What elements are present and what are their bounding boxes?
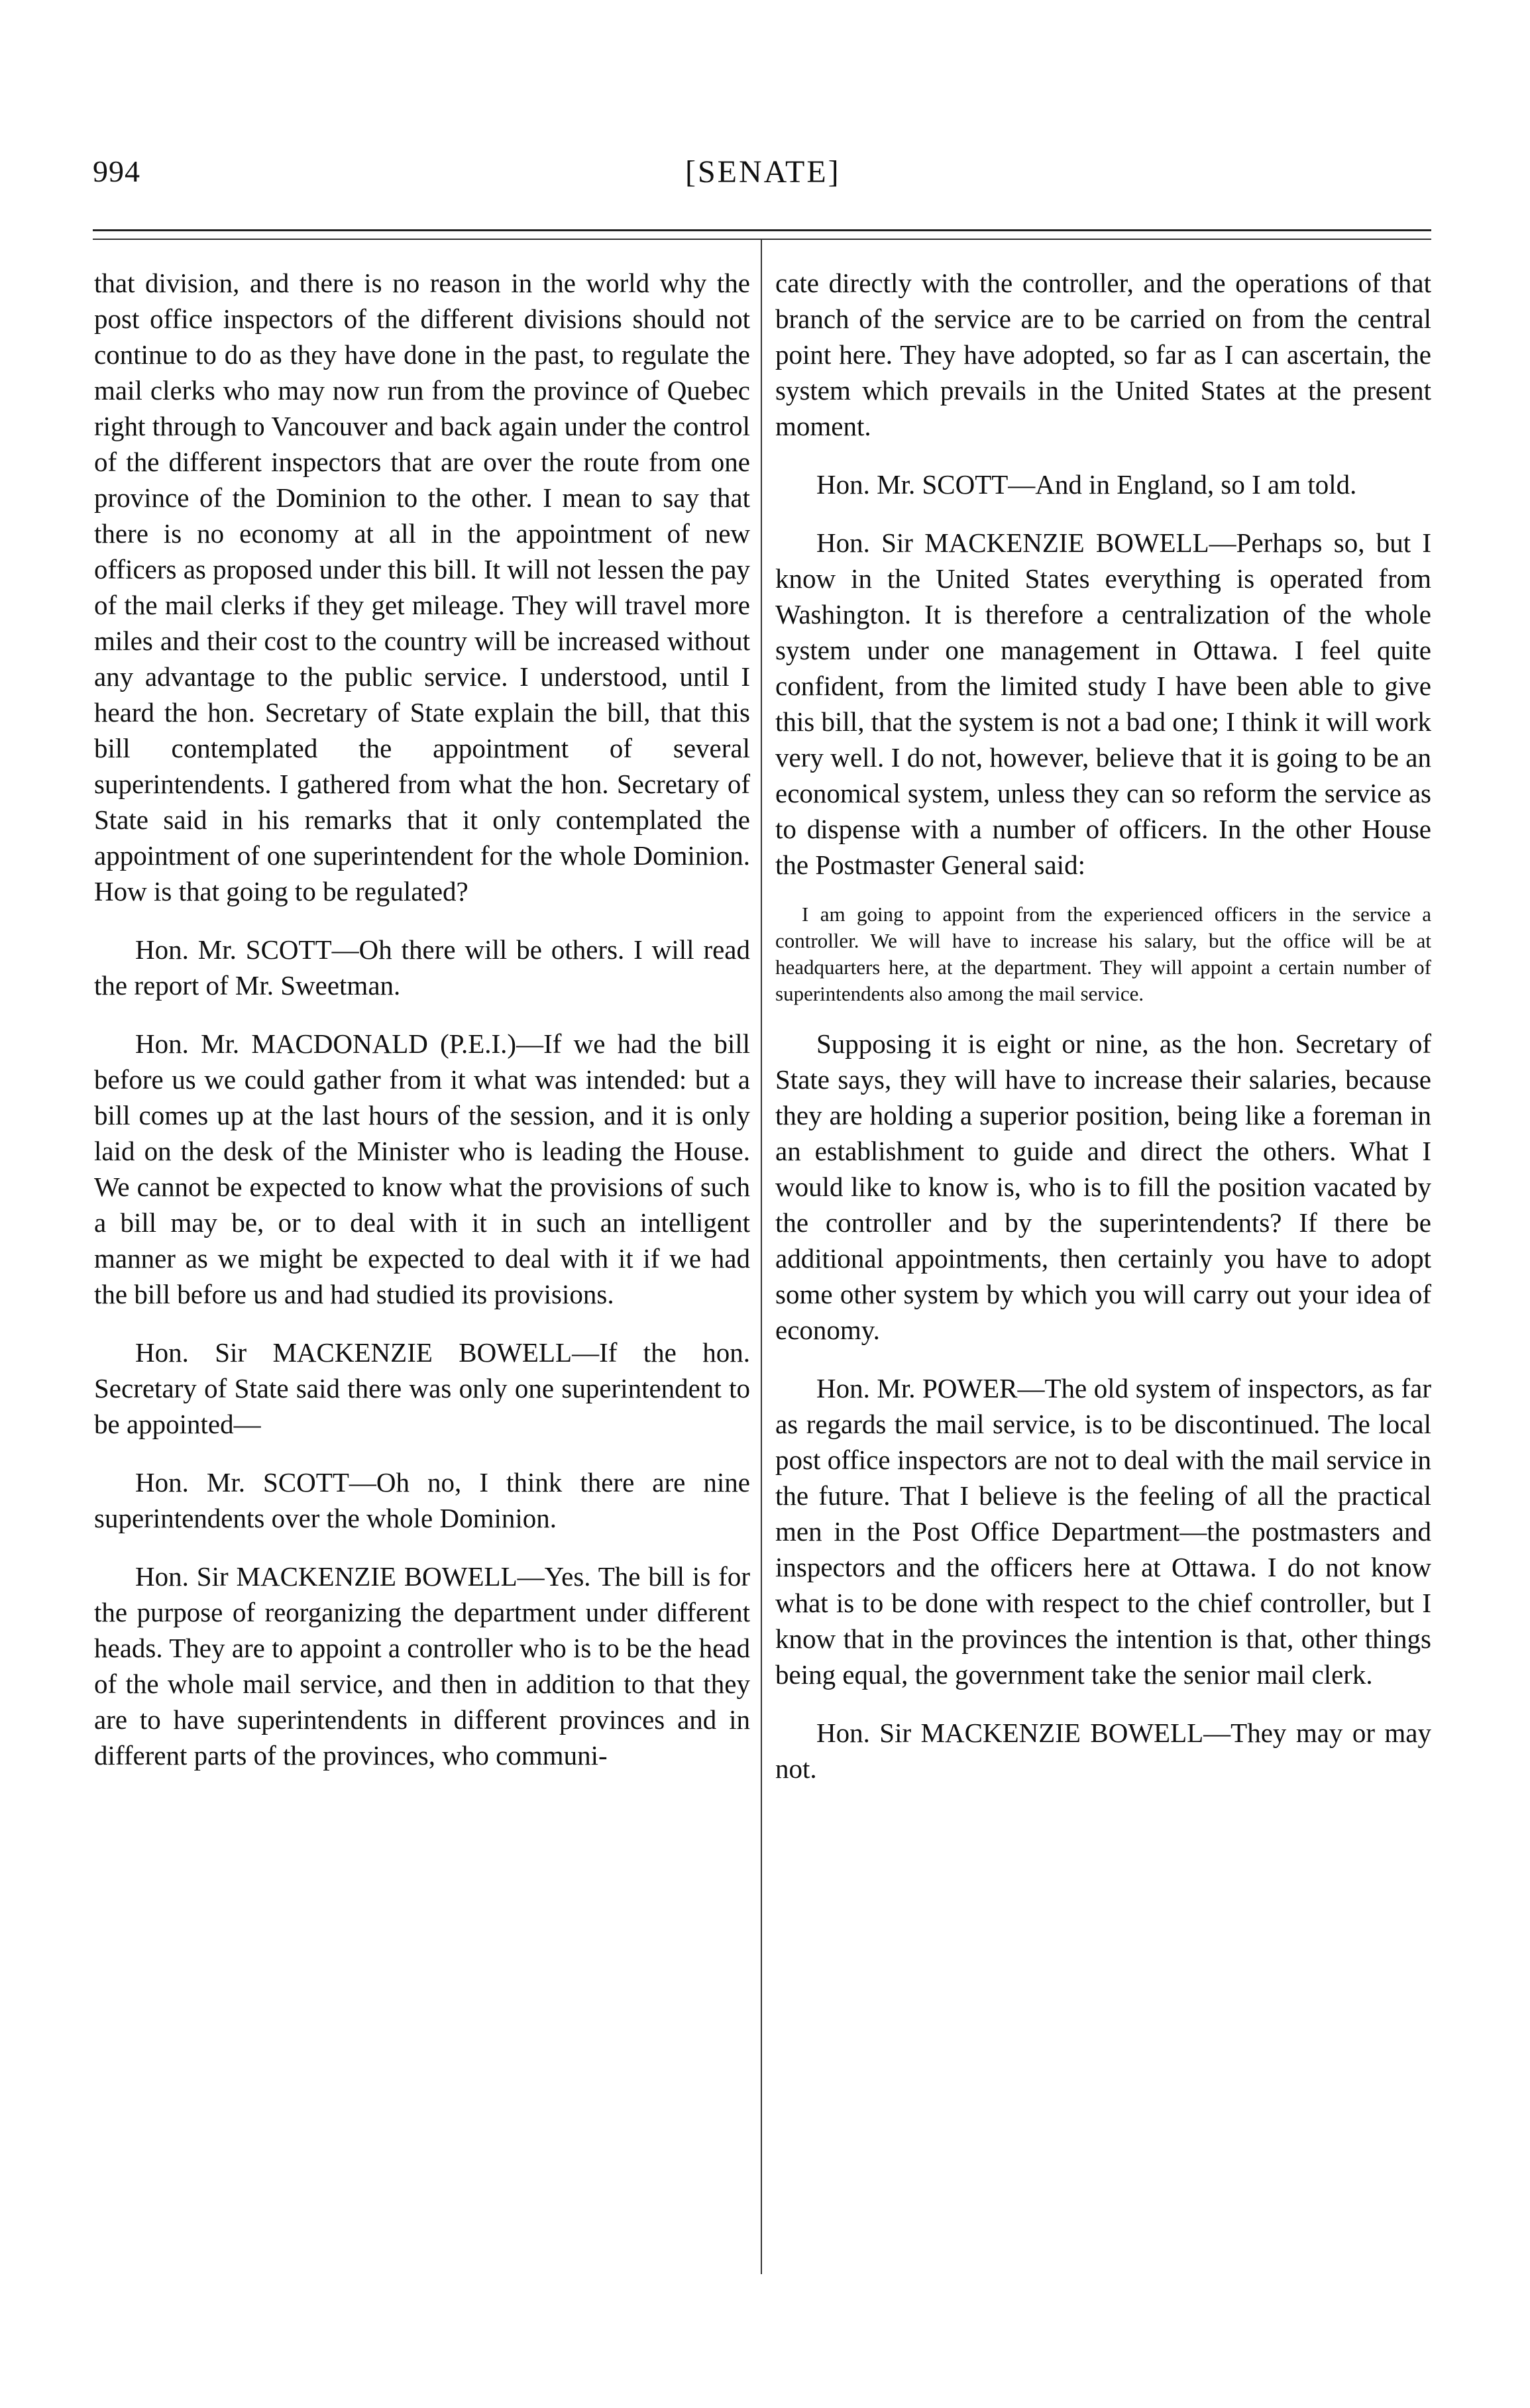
- paragraph: cate directly with the controller, and the operations of that branch of the service are to be carried on from the central point here. They have adopted, so far as I can ascertain, the system which prevails in the United States at the present moment.: [775, 268, 1431, 441]
- paragraph: Hon. Sir MACKENZIE BOWELL—Perhaps so, but I know in the United States everything is operated from Washington. It is therefore a centralization of the whole system under one management in Ottawa. I feel quite confident, from the limited study I have been able to give this bill, that the system is not a bad one; I think it will work very well. I do not, however, believe that it is going to be an economical system, unless they can so reform the service as to dispense with a number of officers. In the other House the Postmaster General said:: [775, 527, 1431, 880]
- block-quote: I am going to appoint from the experienced officers in the service a controller. We will have to increase his salary, but the office will be at headquarters here, at the department. They will appoint a certain number of superintendents also among the mail service.: [775, 903, 1431, 1005]
- left-column: [94, 265, 750, 1773]
- paragraph: Hon. Mr. SCOTT—And in England, so I am told.: [816, 469, 1357, 500]
- header-rule-top: [93, 229, 1431, 231]
- paragraph: that division, and there is no reason in the world why the post office inspectors of the different divisions should not continue to do as they have done in the past, to regulate the mail clerks who may now run from the province of Quebec right through to Vancouver and back again under the control of the different inspectors that are over the route from one province of the Dominion to the other. I mean to say that there is no economy at all in the appointment of new officers as proposed under this bill. It will not lessen the pay of the mail clerks if they get mileage. They will travel more miles and their cost to the country will be increased without any advantage to the public service. I understood, until I heard the hon. Secretary of State explain the bill, that this bill contemplated the appointment of several superintendents. I gathered from what the hon. Secretary of State said in his remarks that it only contemplated the appointment of one superintendent for the whole Dominion. How is that going to be regulated?: [94, 268, 750, 906]
- paragraph: Hon. Mr. MACDONALD (P.E.I.)—If we had the bill before us we could gather from it what was intended: but a bill comes up at the last hours of the session, and it is only laid on the desk of the Minister who is leading the House. We cannot be expected to know what the provisions of such a bill may be, or to deal with it in such an intelligent manner as we might be expected to deal with it if we had the bill before us and had studied its provisions.: [94, 1028, 750, 1309]
- paragraph: Hon. Sir MACKENZIE BOWELL—Yes. The bill is for the purpose of reorganizing the department under different heads. They are to appoint a controller who is to be the head of the whole mail service, and then in addition to that they are to have superintendents in different provinces and in different parts of the provinces, who communi-: [94, 1561, 750, 1771]
- paragraph: Hon. Sir MACKENZIE BOWELL—If the hon. Secretary of State said there was only one superintendent to be appointed—: [94, 1337, 750, 1439]
- header-rule-bottom: [93, 239, 1431, 240]
- paragraph: Hon. Mr. SCOTT—Oh no, I think there are nine superintendents over the whole Dominion.: [94, 1467, 750, 1533]
- paragraph: Hon. Sir MACKENZIE BOWELL—They may or may not.: [775, 1718, 1431, 1784]
- column-divider: [761, 240, 762, 2274]
- paragraph: Hon. Mr. SCOTT—Oh there will be others. I will read the report of Mr. Sweetman.: [94, 934, 750, 1001]
- running-head: [SENATE]: [685, 154, 841, 190]
- paragraph: Supposing it is eight or nine, as the hon. Secretary of State says, they will have to increase their salaries, because they are holding a superior position, being like a foreman in an establishment to guide and direct the others. What I would like to know is, who is to fill the position vacated by the controller and by the superintendents? If there be additional appointments, then certainly you have to adopt some other system by which you will carry out your idea of economy.: [775, 1028, 1431, 1345]
- page-number: 994: [93, 154, 140, 188]
- right-column: [775, 265, 1431, 1786]
- paragraph: Hon. Mr. POWER—The old system of inspectors, as far as regards the mail service, is to be discontinued. The local post office inspectors are not to deal with the mail service in the future. That I believe is the feeling of all the practical men in the Post Office Department—the postmasters and inspectors and the officers here at Ottawa. I do not know what is to be done with respect to the chief controller, but I know that in the provinces the intention is that, other things being equal, the government take the senior mail clerk.: [775, 1373, 1431, 1690]
